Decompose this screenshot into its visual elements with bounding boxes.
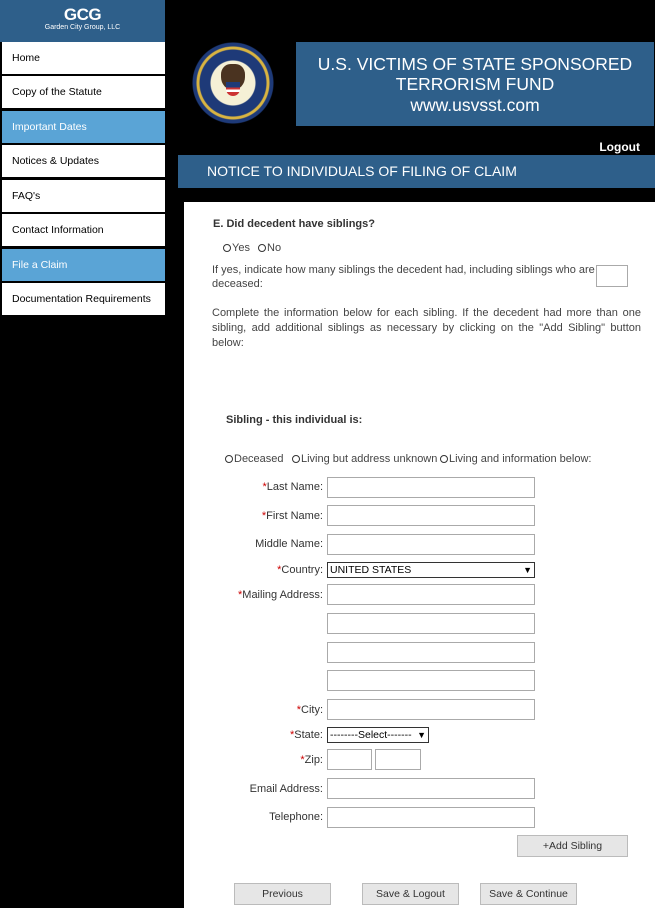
page-title: NOTICE TO INDIVIDUALS OF FILING OF CLAIM [178,155,655,188]
middle-name-input[interactable] [327,534,535,555]
zip-label: *Zip: [300,754,323,766]
sibling-count-input[interactable] [596,265,628,287]
mailing-address-line2[interactable] [327,613,535,634]
country-select[interactable] [327,562,535,578]
radio-deceased[interactable] [225,453,284,465]
nav-copy-of-statute[interactable]: Copy of the Statute [2,76,165,109]
logo-sub-text: Garden City Group, LLC [44,24,121,31]
gcg-logo[interactable] [0,0,165,42]
radio-no[interactable] [258,242,281,254]
radio-address-unknown-circle[interactable] [292,455,300,463]
add-sibling-button[interactable]: +Add Sibling [517,835,628,857]
save-logout-button[interactable]: Save & Logout [362,883,459,905]
radio-yes-circle[interactable] [223,244,231,252]
city-input[interactable] [327,699,535,720]
site-url: www.usvsst.com [410,95,540,115]
save-continue-button[interactable]: Save & Continue [480,883,577,905]
state-label: *State: [289,729,323,741]
radio-living-info-label: Living and information below: [449,453,592,465]
mailing-address-line1[interactable] [327,584,535,605]
middle-name-label: Middle Name: [255,538,323,550]
radio-yes[interactable] [223,242,250,254]
radio-yes-label: Yes [232,242,250,254]
nav-file-a-claim[interactable]: File a Claim [2,249,165,282]
nav-home[interactable]: Home [2,42,165,75]
radio-living-info-circle[interactable] [440,455,448,463]
email-label: Email Address: [249,783,323,795]
email-input[interactable] [327,778,535,799]
country-label: *Country: [277,564,323,576]
telephone-input[interactable] [327,807,535,828]
mailing-address-label: *Mailing Address: [238,589,323,601]
site-title-line2: TERRORISM FUND [395,74,555,94]
sibling-count-text: If yes, indicate how many siblings the decedent had, including siblings who are deceased: [212,264,595,290]
chevron-down-icon: ▼ [417,730,426,740]
last-name-input[interactable] [327,477,535,498]
first-name-label: *First Name: [261,510,323,522]
zip-input[interactable] [327,749,372,770]
shield-icon [226,82,240,96]
radio-no-circle[interactable] [258,244,266,252]
city-label: *City: [296,704,323,716]
nav-notices-updates[interactable]: Notices & Updates [2,145,165,178]
site-title-line1: U.S. VICTIMS OF STATE SPONSORED [317,54,633,74]
nav-faqs[interactable]: FAQ's [2,180,165,213]
last-name-label: *Last Name: [262,481,323,493]
nav-documentation-requirements[interactable]: Documentation Requirements [2,283,165,316]
sibling-status-title: Sibling - this individual is: [226,414,363,426]
radio-living-info[interactable] [440,453,591,465]
state-select-value: --------Select------- [330,729,412,741]
zip-extension-input[interactable] [375,749,421,770]
nav-contact-information[interactable]: Contact Information [2,214,165,247]
site-title-box [296,42,654,126]
logout-link[interactable]: Logout [599,140,640,154]
form-panel [184,202,655,908]
state-select[interactable] [327,727,429,743]
siblings-question: E. Did decedent have siblings? [213,218,375,230]
country-select-value: UNITED STATES [330,564,412,576]
radio-no-label: No [267,242,282,254]
first-name-input[interactable] [327,505,535,526]
radio-deceased-label: Deceased [234,453,284,465]
telephone-label: Telephone: [269,811,323,823]
sidebar [0,0,165,908]
previous-button[interactable]: Previous [234,883,331,905]
radio-address-unknown-label: Living but address unknown [301,453,438,465]
chevron-down-icon: ▼ [523,565,532,575]
nav-important-dates[interactable]: Important Dates [2,111,165,144]
logo-main-text: GCG [63,5,102,24]
mailing-address-line3[interactable] [327,642,535,663]
radio-deceased-circle[interactable] [225,455,233,463]
mailing-address-line4[interactable] [327,670,535,691]
radio-address-unknown[interactable] [292,453,437,465]
instructions-text: Complete the information below for each sibling. If the decedent had more than one sibling, add additional siblings as necessary by clicking on the "Add Sibling" button below: [212,307,641,349]
